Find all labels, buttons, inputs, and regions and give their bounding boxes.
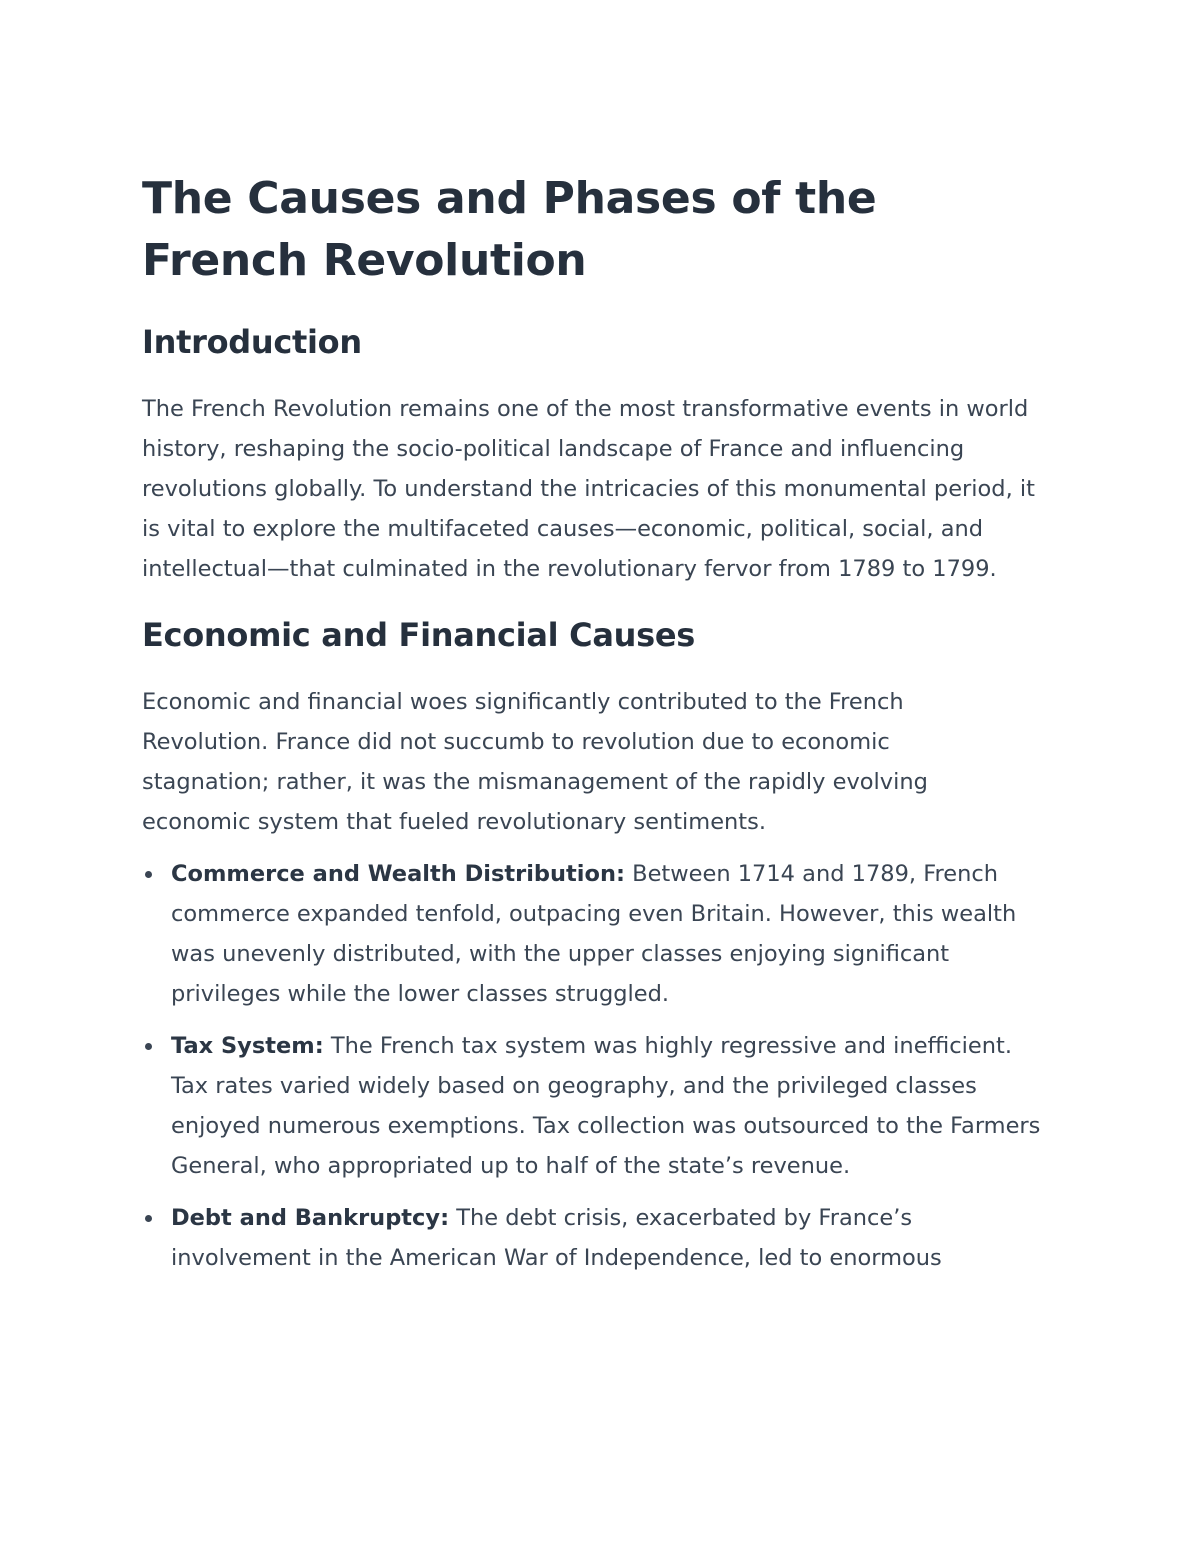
introduction-paragraph: The French Revolution remains one of the most transformative events in world history, reshaping the socio-political landscape of France and influencing revolutions globally. To understand the intricacies of this monumental period, it is vital to explore the multifaceted causes—economic, political, social, and intellectual—that culminated in the revolutionary fervor from 1789 to 1799.	[142, 396, 1035, 582]
bullet-text: Between 1714 and 1789, French commerce expanded tenfold, outpacing even Britain. However, this wealth was unevenly distributed, with the upper classes enjoying significant privileges while the lower classes struggled.	[171, 861, 1017, 1007]
section-heading-introduction: Introduction	[142, 323, 362, 361]
economic-causes-list	[142, 854, 1042, 1278]
economic-causes-paragraph: Economic and financial woes significantly contributed to the French Revolution. France did not succumb to revolution due to economic stagnation; rather, it was the mismanagement of the rapidly evolving economic system that fueled revolutionary sentiments.	[142, 689, 928, 835]
bullet-term: Debt and Bankruptcy:	[171, 1205, 450, 1231]
bullet-term: Tax System:	[171, 1033, 324, 1059]
document-title: The Causes and Phases of the French Revolution	[142, 173, 877, 286]
list-item-debt	[142, 1198, 1042, 1278]
document-page	[142, 168, 1042, 1290]
list-item-tax-system	[142, 1026, 1042, 1186]
list-item-commerce	[142, 854, 1042, 1014]
bullet-text: The French tax system was highly regressive and inefficient. Tax rates varied widely based on geography, and the privileged classes enjoyed numerous exemptions. Tax collection was outsourced to the Farmers General, who appropriated up to half of the state’s revenue.	[171, 1033, 1041, 1179]
section-heading-economic-causes: Economic and Financial Causes	[142, 616, 696, 654]
bullet-text: The debt crisis, exacerbated by France’s involvement in the American War of Independence, led to enormous	[171, 1205, 942, 1271]
bullet-term: Commerce and Wealth Distribution:	[171, 861, 625, 887]
